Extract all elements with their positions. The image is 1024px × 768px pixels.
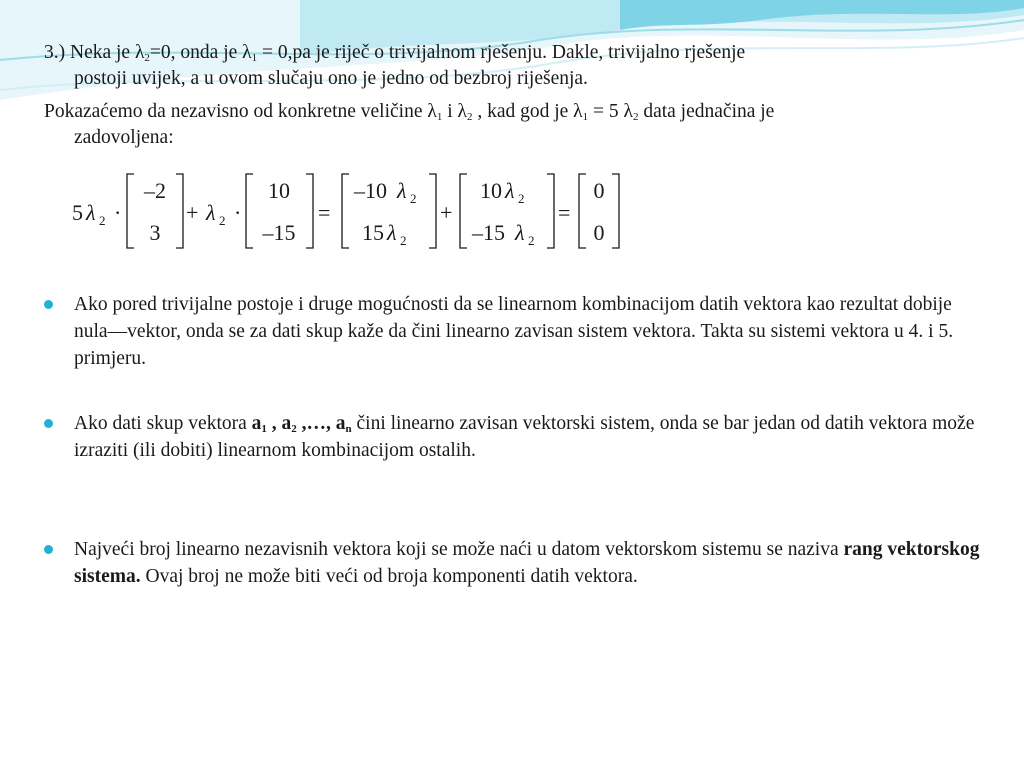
v1-entry-1: –2 — [144, 178, 166, 203]
eq-lambda-2: λ — [206, 200, 216, 225]
eq-dot-1: · — [114, 200, 122, 225]
v3-entry-1-num: –10 — [354, 178, 387, 203]
bullet-rank-definition — [44, 536, 984, 590]
bullet-text: Ako dati skup vektora $a_1$ , $a_2$ ,…, $a_n$ čini linearno zavisan vektorski sistem, onda se bar jedan od datih vektora može izraziti (ili dobiti) linearnom kombinacijom ostalih. — [74, 413, 975, 461]
bullet-linear-dependence — [44, 291, 984, 372]
v5-left-bracket — [579, 174, 586, 248]
vector-equation — [72, 170, 632, 252]
v4-entry-1-num: 10 — [480, 178, 502, 203]
v3-right-bracket — [429, 174, 436, 248]
v4-entry-2-lambda: λ — [515, 220, 525, 245]
v4-entry-1-sub: 2 — [518, 191, 525, 206]
eq-plus-1: + — [186, 200, 199, 225]
v2-left-bracket — [246, 174, 253, 248]
v4-entry-2-num: –15 — [472, 220, 505, 245]
eq-lambda-1: λ — [86, 200, 96, 225]
v5-entry-1: 0 — [593, 178, 605, 203]
eq-equals-1: = — [318, 200, 331, 225]
v5-right-bracket — [612, 174, 619, 248]
claim-paragraph — [44, 99, 994, 151]
v3-entry-2-num: 15 — [362, 220, 384, 245]
bullet-text: Ako pored trivijalne postoje i druge mogućnosti da se linearnom kombinacijom datih vektora kao rezultat dobije nula—vektor, onda se za dati skup kaže da čini linearno zavisan sistem vektora. Takta su sistemi vektora u 4. i 5. primjeru. — [74, 294, 954, 369]
intro-line-1: 3.) Neka je $\lambda_2=0$, onda je $\lambda_1 = 0,pa$ je riječ o trivijalnom rješenju. Dakle, trivijalno rješenje — [44, 42, 746, 64]
v4-left-bracket — [460, 174, 467, 248]
intro-paragraph — [44, 40, 994, 92]
v2-right-bracket — [306, 174, 313, 248]
v3-entry-1-lambda: λ — [397, 178, 407, 203]
v1-entry-2: 3 — [149, 220, 161, 245]
v2-entry-2: –15 — [262, 220, 296, 245]
intro-line-2: postoji uvijek, a u ovom slučaju ono je jedno od bezbroj riješenja. — [74, 68, 588, 89]
eq-coef-5: 5 — [72, 200, 83, 225]
bullet-dot-icon — [44, 419, 53, 428]
bullet-dependent-system — [44, 410, 984, 464]
eq-lambda-2-sub: 2 — [219, 213, 226, 228]
v5-entry-2: 0 — [593, 220, 605, 245]
eq-plus-2: + — [440, 200, 453, 225]
claim-line-2: zadovoljena: — [74, 127, 174, 148]
eq-lambda-1-sub: 2 — [99, 213, 106, 228]
v4-right-bracket — [547, 174, 554, 248]
v4-entry-2-sub: 2 — [528, 233, 535, 248]
bullet-dot-icon — [44, 545, 53, 554]
claim-line-1: Pokazaćemo da nezavisno od konkretne veličine $\lambda_1$ i $\lambda_2$ , kad god je $\lambda_1 = 5$ $\lambda_2$ data jednačina je — [44, 101, 775, 123]
v3-entry-2-lambda: λ — [387, 220, 397, 245]
eq-equals-2: = — [558, 200, 571, 225]
v3-entry-1-sub: 2 — [410, 191, 417, 206]
eq-dot-2: · — [234, 200, 242, 225]
v2-entry-1: 10 — [268, 178, 290, 203]
v4-entry-1-lambda: λ — [505, 178, 515, 203]
bullet-text: Najveći broj linearno nezavisnih vektora koji se može naći u datom vektorskom sistemu se naziva rang vektorskog sistema. Ovaj broj ne može biti veći od broja komponenti datih vektora. — [74, 539, 980, 587]
v3-entry-2-sub: 2 — [400, 233, 407, 248]
v1-right-bracket — [176, 174, 183, 248]
v1-left-bracket — [127, 174, 134, 248]
bullet-dot-icon — [44, 300, 53, 309]
v3-left-bracket — [342, 174, 349, 248]
